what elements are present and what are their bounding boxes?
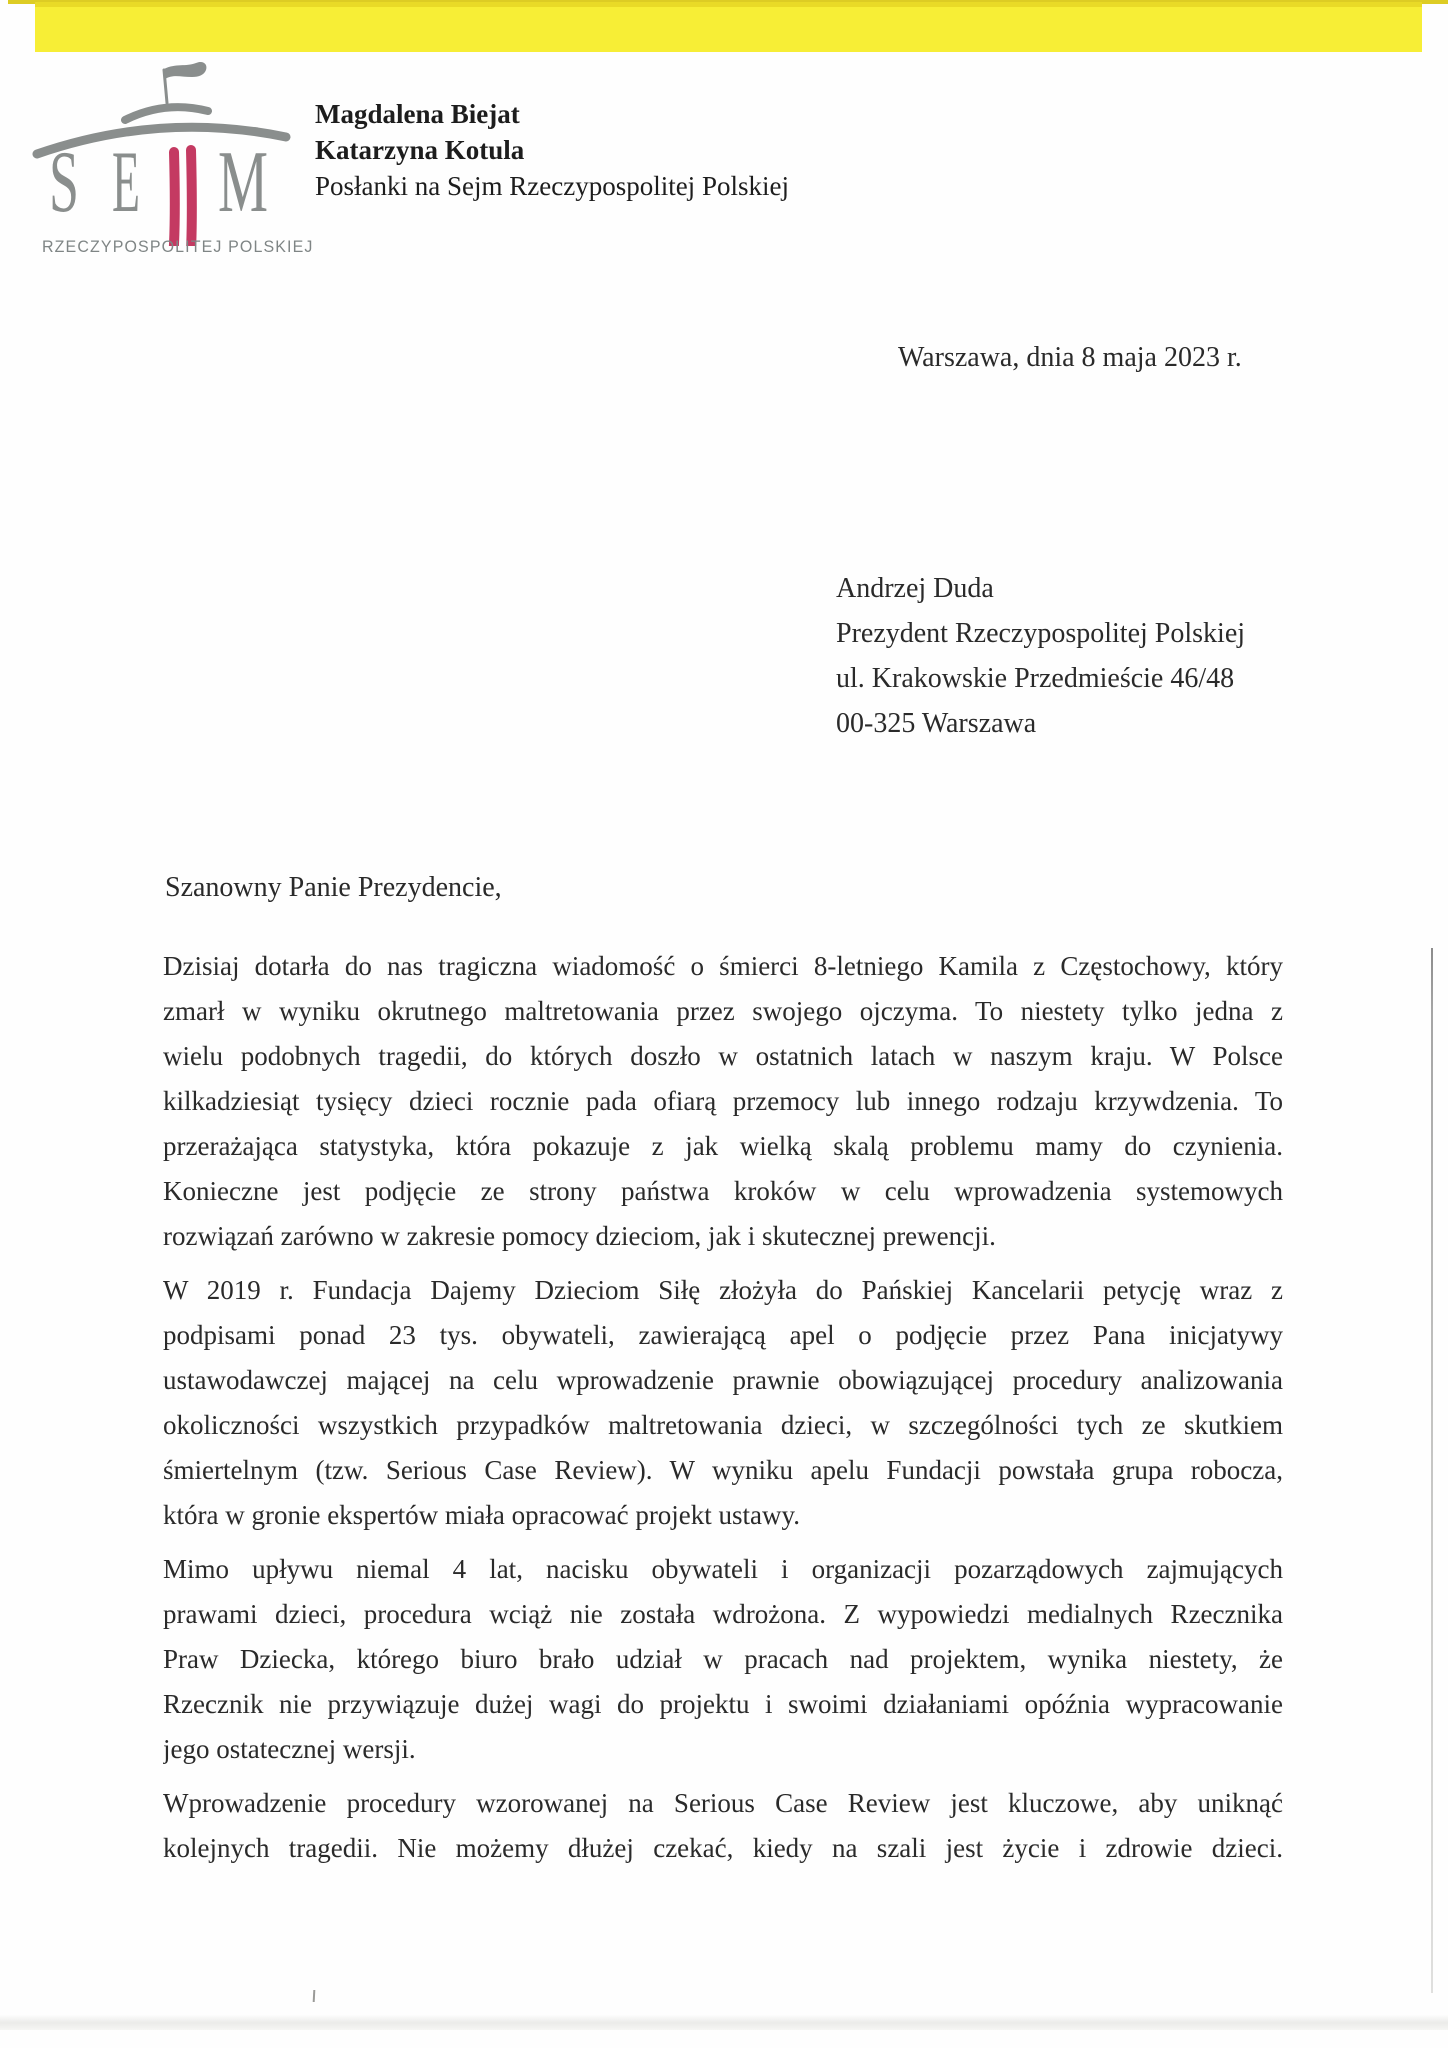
body-line: kilkadziesiąt tysięcy dzieci rocznie pada ofiarą przemocy lub innego rodzaju krzywdzenia. To xyxy=(163,1086,1283,1116)
scan-artifact-bottom-shadow xyxy=(0,2014,1448,2030)
body-line: Wprowadzenie procedury wzorowanej na Serious Case Review jest kluczowe, aby uniknąć xyxy=(163,1788,1283,1818)
body-line: zmarł w wyniku okrutnego maltretowania przez swojego ojczyma. To niestety tylko jedna z xyxy=(163,996,1283,1026)
yellow-highlight-bar xyxy=(35,2,1422,52)
body-line: która w gronie ekspertów miała opracować projekt ustawy. xyxy=(163,1500,801,1530)
sejm-logo xyxy=(28,60,294,246)
sender-role: Posłanki na Sejm Rzeczypospolitej Polskiej xyxy=(315,171,789,201)
scan-artifact-vertical-line xyxy=(1431,948,1433,1993)
body-line: jego ostatecznej wersji. xyxy=(163,1734,416,1764)
body-line: kolejnych tragedii. Nie możemy dłużej czekać, kiedy na szali jest życie i zdrowie dzieci. xyxy=(163,1833,1283,1863)
sender-name-1: Magdalena Biejat xyxy=(315,99,520,129)
scan-artifact-tick xyxy=(313,1990,316,2002)
body-line: Dzisiaj dotarła do nas tragiczna wiadomość o śmierci 8-letniego Kamila z Częstochowy, który xyxy=(163,951,1283,981)
body-line: rozwiązań zarówno w zakresie pomocy dzieciom, jak i skutecznej prewencji. xyxy=(163,1221,996,1251)
body-line: Praw Dziecka, którego biuro brało udział w pracach nad projektem, wynika niestety, że xyxy=(163,1644,1283,1674)
sender-block xyxy=(315,96,789,204)
body-line: ustawodawczej mającej na celu wprowadzenie prawnie obowiązującej procedury analizowania xyxy=(163,1365,1283,1395)
body-line: Mimo upływu niemal 4 lat, nacisku obywateli i organizacji pozarządowych zajmujących xyxy=(163,1554,1283,1584)
date-line: Warszawa, dnia 8 maja 2023 r. xyxy=(898,342,1242,373)
sender-name-2: Katarzyna Kotula xyxy=(315,135,525,165)
logo-letter-m: M xyxy=(218,134,268,231)
salutation: Szanowny Panie Prezydencie, xyxy=(165,872,502,903)
paragraph-2 xyxy=(163,1268,1283,1538)
body-line: okoliczności wszystkich przypadków maltretowania dzieci, w szczególności tych ze skutkiem xyxy=(163,1410,1283,1440)
body-line: W 2019 r. Fundacja Dajemy Dzieciom Siłę złożyła do Pańskiej Kancelarii petycję wraz z xyxy=(163,1275,1283,1305)
body-line: Rzecznik nie przywiązuje dużej wagi do projektu i swoimi działaniami opóźnia wypracowanie xyxy=(163,1689,1283,1719)
recipient-street: ul. Krakowskie Przedmieście 46/48 xyxy=(836,663,1235,694)
letter-body xyxy=(163,944,1283,1880)
body-line: podpisami ponad 23 tys. obywateli, zawierającą apel o podjęcie przez Pana inicjatywy xyxy=(163,1320,1283,1350)
body-line: prawami dzieci, procedura wciąż nie została wdrożona. Z wypowiedzi medialnych Rzecznika xyxy=(163,1599,1283,1629)
paragraph-4 xyxy=(163,1781,1283,1871)
logo-letter-e: E xyxy=(112,134,140,231)
paragraph-1 xyxy=(163,944,1283,1259)
body-line: śmiertelnym (tzw. Serious Case Review). W wyniku apelu Fundacji powstała grupa robocza, xyxy=(163,1455,1283,1485)
recipient-city: 00-325 Warszawa xyxy=(836,708,1037,739)
logo-subtitle: RZECZYPOSPOLITEJ POLSKIEJ xyxy=(42,237,314,256)
recipient-block xyxy=(836,566,1245,746)
body-line: przerażająca statystyka, która pokazuje z jak wielką skalą problemu mamy do czynienia. xyxy=(163,1131,1283,1161)
body-line: Konieczne jest podjęcie ze strony państwa kroków w celu wprowadzenia systemowych xyxy=(163,1176,1283,1206)
logo-letter-s: S xyxy=(49,134,79,231)
recipient-name: Andrzej Duda xyxy=(836,573,994,604)
body-line: wielu podobnych tragedii, do których doszło w ostatnich latach w naszym kraju. W Polsce xyxy=(163,1041,1283,1071)
recipient-title: Prezydent Rzeczypospolitej Polskiej xyxy=(836,618,1246,649)
paragraph-3 xyxy=(163,1547,1283,1772)
logo-letter-j xyxy=(153,150,192,246)
